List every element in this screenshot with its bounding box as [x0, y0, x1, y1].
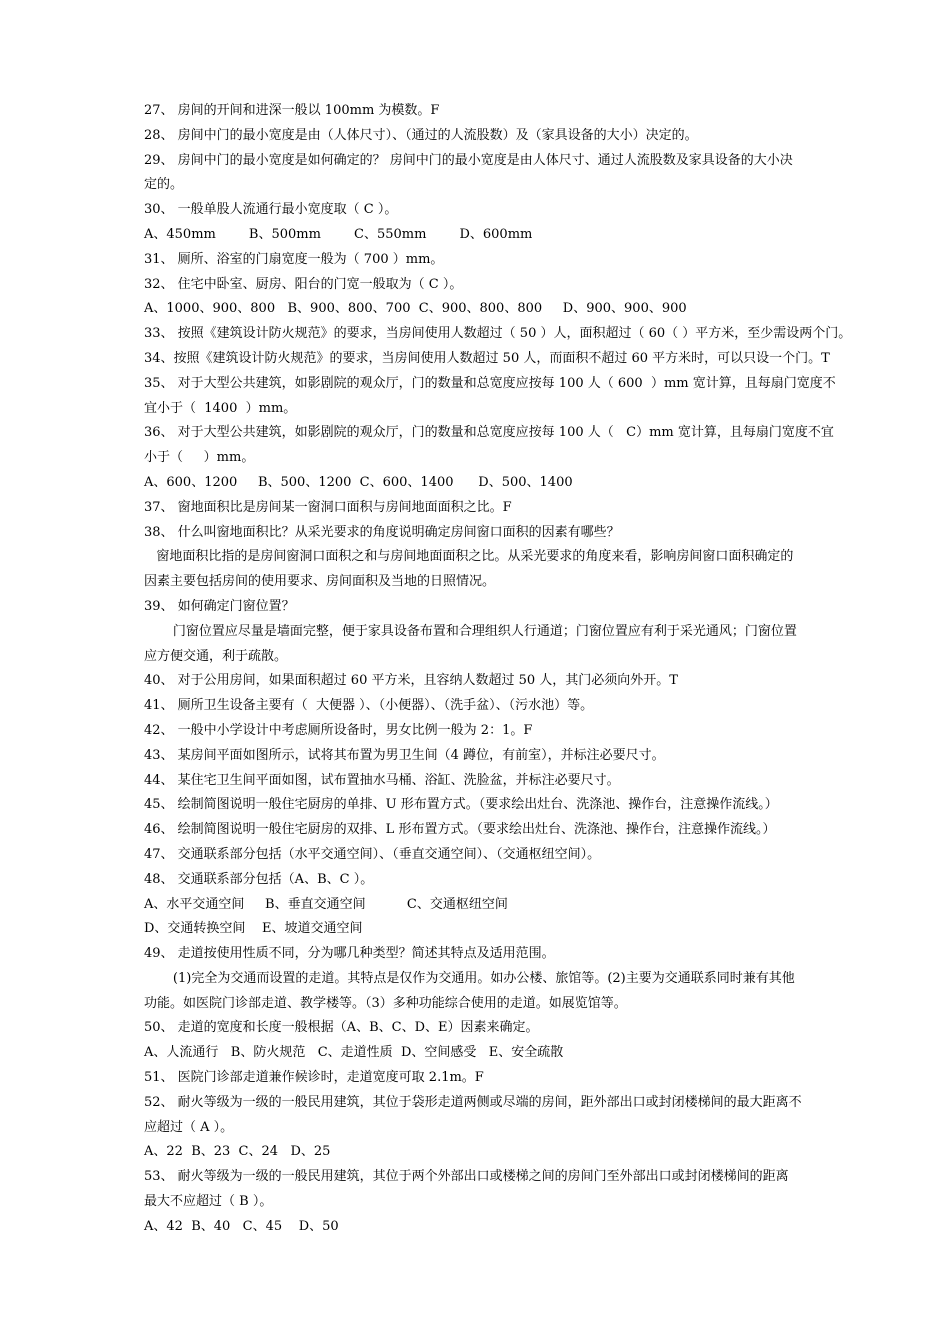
text-line: A、450mm B、500mm C、550mm D、600mm	[144, 226, 533, 242]
text-line: 51、 医院门诊部走道兼作候诊时，走道宽度可取 2.1m。F	[144, 1070, 484, 1086]
text-line: 50、 走道的宽度和长度一般根据（A、B、C、D、E）因素来确定。	[144, 1020, 539, 1036]
text-line: 应方便交通，利于疏散。	[144, 648, 288, 664]
text-line: 宜小于（ 1400 ）mm。	[144, 400, 297, 416]
text-line: 45、 绘制简图说明一般住宅厨房的单排、U 形布置方式。（要求绘出灶台、洗涤池、操作台，注意操作流线。）	[144, 797, 778, 813]
text-line: 31、 厕所、浴室的门扇宽度一般为（ 700 ）mm。	[144, 251, 444, 267]
text-line: 40、 对于公用房间，如果面积超过 60 平方米，且容纳人数超过 50 人，其门必须向外开。T	[144, 673, 678, 689]
text-line: 41、 厕所卫生设备主要有（ 大便器 ）、（小便器）、（洗手盆）、（污水池）等。	[144, 698, 594, 714]
text-line: 49、 走道按使用性质不同，分为哪几种类型？简述其特点及适用范围。	[144, 946, 555, 962]
text-line: 42、 一般中小学设计中考虑厕所设备时，男女比例一般为 2：1。F	[144, 722, 533, 738]
text-line: 32、 住宅中卧室、厨房、阳台的门宽一般取为（ C ）。	[144, 276, 463, 292]
text-line: 39、 如何确定门窗位置？	[144, 598, 295, 614]
text-line: 门窗位置应尽量是墙面完整，便于家具设备布置和合理组织人行通道；门窗位置应有利于采光通风；门窗位置	[144, 623, 797, 639]
text-line: 28、 房间中门的最小宽度是由（人体尺寸）、（通过的人流股数）及（家具设备的大小）决定的。	[144, 127, 698, 143]
text-line: (1)完全为交通而设置的走道。其特点是仅作为交通用。如办公楼、旅馆等。(2)主要为交通联系同时兼有其他	[144, 970, 795, 986]
text-line: 46、 绘制简图说明一般住宅厨房的双排、L 形布置方式。（要求绘出灶台、洗涤池、操作台，注意操作流线。）	[144, 822, 776, 838]
text-line: 窗地面积比指的是房间窗洞口面积之和与房间地面面积之比。从采光要求的角度来看，影响房间窗口面积确定的	[144, 549, 794, 565]
text-line: A、1000、900、800 B、900、800、700 C、900、800、800 D、900、900、900	[144, 301, 687, 317]
text-line: 48、 交通联系部分包括（A、B、C ）。	[144, 871, 374, 887]
text-line: 53、 耐火等级为一级的一般民用建筑，其位于两个外部出口或楼梯之间的房间门至外部出口或封闭楼梯间的距离	[144, 1169, 789, 1185]
text-line: A、22 B、23 C、24 D、25	[144, 1144, 331, 1160]
text-line: A、人流通行 B、防火规范 C、走道性质 D、空间感受 E、安全疏散	[144, 1045, 564, 1061]
text-line: 37、 窗地面积比是房间某一窗洞口面积与房间地面面积之比。F	[144, 499, 512, 515]
text-line: 35、 对于大型公共建筑，如影剧院的观众厅，门的数量和总宽度应按每 100 人（ 600 ）mm 宽计算，且每扇门宽度不	[144, 375, 836, 391]
text-line: 因素主要包括房间的使用要求、房间面积及当地的日照情况。	[144, 574, 496, 590]
text-line: D、交通转换空间 E、坡道交通空间	[144, 921, 363, 937]
text-line: 应超过（ A ）。	[144, 1119, 234, 1135]
text-line: A、600、1200 B、500、1200 C、600、1400 D、500、1400	[144, 474, 573, 490]
text-line: 33、 按照《建筑设计防火规范》的要求，当房间使用人数超过（ 50 ）人，面积超过（ 60（ ）平方米，至少需设两个门。	[144, 326, 852, 342]
document-body	[144, 99, 862, 1240]
text-line: 29、 房间中门的最小宽度是如何确定的？ 房间中门的最小宽度是由人体尺寸、通过人流股数及家具设备的大小决	[144, 152, 793, 168]
text-line: 38、 什么叫窗地面积比？从采光要求的角度说明确定房间窗口面积的因素有哪些？	[144, 524, 620, 540]
text-line: A、42 B、40 C、45 D、50	[144, 1218, 339, 1234]
text-line: 34、按照《建筑设计防火规范》的要求，当房间使用人数超过 50 人，而面积不超过 60 平方米时，可以只设一个门。T	[144, 350, 830, 366]
text-line: 最大不应超过（ B ）。	[144, 1194, 273, 1210]
text-line: 小于（ ）mm。	[144, 450, 255, 466]
text-line: 功能。如医院门诊部走道、教学楼等。（3）多种功能综合使用的走道。如展览馆等。	[144, 995, 627, 1011]
text-line: 36、 对于大型公共建筑，如影剧院的观众厅，门的数量和总宽度应按每 100 人（ C）mm 宽计算，且每扇门宽度不宜	[144, 425, 834, 441]
text-line: 定的。	[144, 177, 184, 193]
text-line: A、水平交通空间 B、垂直交通空间 C、交通枢纽空间	[144, 896, 508, 912]
text-line: 52、 耐火等级为一级的一般民用建筑，其位于袋形走道两侧或尽端的房间，距外部出口或封闭楼梯间的最大距离不	[144, 1094, 802, 1110]
text-line: 47、 交通联系部分包括（水平交通空间）、（垂直交通空间）、（交通枢纽空间）。	[144, 846, 601, 862]
text-line: 44、 某住宅卫生间平面如图，试布置抽水马桶、浴缸、洗脸盆，并标注必要尺寸。	[144, 772, 620, 788]
text-line: 43、 某房间平面如图所示，试将其布置为男卫生间（4 蹲位，有前室），并标注必要尺寸。	[144, 747, 665, 763]
text-line: 27、 房间的开间和进深一般以 100mm 为模数。F	[144, 103, 440, 118]
text-line: 30、 一般单股人流通行最小宽度取（ C ）。	[144, 202, 398, 218]
